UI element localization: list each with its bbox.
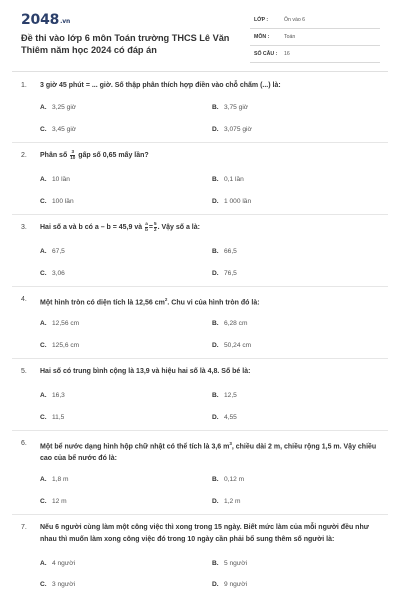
fraction-denominator: 2 <box>154 226 157 232</box>
option-letter: B. <box>212 104 219 111</box>
option-letter: A. <box>40 104 47 111</box>
meta-row-count <box>250 48 380 63</box>
option-letter: D. <box>212 342 219 349</box>
question-divider <box>12 358 388 359</box>
question-number: 4. <box>21 296 27 303</box>
fraction <box>154 222 157 232</box>
option-letter: A. <box>40 392 47 399</box>
option-d[interactable] <box>212 414 237 421</box>
option-letter: B. <box>212 560 219 567</box>
fraction-numerator: 3 <box>71 149 75 155</box>
option-letter: B. <box>212 476 219 483</box>
fraction <box>70 150 75 160</box>
option-d[interactable] <box>212 342 251 349</box>
fraction-denominator: b <box>145 226 148 232</box>
option-a[interactable] <box>40 176 70 183</box>
option-text: 5 người <box>224 560 248 567</box>
option-letter: D. <box>212 198 219 205</box>
option-letter: D. <box>212 498 219 505</box>
question-text <box>40 438 382 465</box>
option-text: 3,075 giờ <box>224 126 252 133</box>
header-divider <box>12 71 388 72</box>
option-letter: A. <box>40 248 47 255</box>
option-text: 125,6 cm <box>52 342 80 349</box>
meta-row-subject <box>250 31 380 46</box>
option-text: 12 m <box>52 498 67 505</box>
option-text: 3,75 giờ <box>224 104 249 111</box>
option-letter: D. <box>212 126 219 133</box>
exam-meta <box>250 14 380 65</box>
option-letter: A. <box>40 560 47 567</box>
option-text: 67,5 <box>52 248 65 255</box>
option-c[interactable] <box>40 126 76 133</box>
option-letter: D. <box>212 414 219 421</box>
option-text: 76,5 <box>224 270 237 277</box>
question-number: 7. <box>21 524 27 531</box>
meta-value: Ôn vào 6 <box>284 17 306 23</box>
site-logo[interactable] <box>21 12 70 28</box>
question-text-part: , chiều dài 2 m, chiều rộng 1,5 m. Vậy chiều cao của bể nước đó là: <box>40 443 377 463</box>
question-divider <box>12 142 388 143</box>
question-text <box>40 222 382 234</box>
option-c[interactable] <box>40 342 79 349</box>
logo-suffix: .vn <box>60 18 71 25</box>
fraction-denominator: 10 <box>70 154 76 160</box>
question-text: Nếu 6 người cùng làm một công việc thì xong trong 15 ngày. Biết mức làm của mỗi người đều như nhau thì muốn làm xong công việc đó trong 10 ngày cần phải bổ sung thêm số người là: <box>40 524 369 543</box>
meta-label: SỐ CÂU : <box>254 51 278 57</box>
option-text: 1,8 m <box>52 476 69 483</box>
option-text: 11,5 <box>52 414 65 421</box>
option-b[interactable] <box>212 392 237 399</box>
option-d[interactable] <box>212 498 241 505</box>
option-text: 3,06 <box>52 270 65 277</box>
option-text: 100 lần <box>52 198 74 205</box>
option-d[interactable] <box>212 270 237 277</box>
question-number: 5. <box>21 368 27 375</box>
question-text: 3 giờ 45 phút = ... giờ. Số thập phân thích hợp điền vào chỗ chấm (...) là: <box>40 82 281 89</box>
option-text: 12,56 cm <box>52 320 80 327</box>
option-a[interactable] <box>40 392 65 399</box>
option-a[interactable] <box>40 560 75 567</box>
option-letter: C. <box>40 498 47 505</box>
option-b[interactable] <box>212 476 244 483</box>
option-letter: C. <box>40 270 47 277</box>
question-divider <box>12 214 388 215</box>
meta-value: Toán <box>284 34 296 40</box>
option-c[interactable] <box>40 581 75 588</box>
meta-label: MÔN : <box>254 34 270 40</box>
option-letter: C. <box>40 414 47 421</box>
option-a[interactable] <box>40 104 76 111</box>
option-letter: A. <box>40 476 47 483</box>
question-text-part: Một bể nước dạng hình hộp chữ nhật có thể tích là 3,6 m <box>40 443 230 451</box>
option-text: 12,5 <box>224 392 237 399</box>
option-c[interactable] <box>40 414 64 421</box>
superscript: 2 <box>164 297 168 302</box>
page-header <box>0 0 400 64</box>
option-text: 3 người <box>52 581 76 588</box>
option-letter: C. <box>40 126 47 133</box>
question-number: 1. <box>21 82 27 89</box>
option-text: 3,25 giờ <box>52 104 77 111</box>
question-text-part: gấp số 0,65 mấy lần? <box>78 152 149 159</box>
question-text-part: Một hình tròn có diện tích là 12,56 cm <box>40 299 165 307</box>
option-letter: A. <box>40 176 47 183</box>
option-a[interactable] <box>40 476 69 483</box>
option-c[interactable] <box>40 270 65 277</box>
option-letter: C. <box>40 342 47 349</box>
option-text: 16,3 <box>52 392 65 399</box>
superscript: 3 <box>229 441 232 446</box>
option-text: 66,5 <box>224 248 237 255</box>
option-letter: C. <box>40 581 47 588</box>
option-letter: B. <box>212 248 219 255</box>
option-text: 4 người <box>52 560 76 567</box>
question-text: Hai số có trung bình cộng là 13,9 và hiệu hai số là 4,8. Số bé là: <box>40 368 251 375</box>
question-number: 3. <box>21 224 27 231</box>
meta-label: LỚP : <box>254 17 269 23</box>
option-letter: A. <box>40 320 47 327</box>
logo-text: 2048 <box>21 12 60 28</box>
question-divider <box>12 430 388 431</box>
option-b[interactable] <box>212 176 244 183</box>
question-text-part: Phân số <box>40 152 68 159</box>
option-b[interactable] <box>212 104 248 111</box>
fraction-numerator: 5 <box>154 221 157 227</box>
option-d[interactable] <box>212 126 252 133</box>
question-text-part: . Chu vi của hình tròn đó là: <box>167 299 260 307</box>
meta-value: 16 <box>284 51 290 57</box>
option-b[interactable] <box>212 560 247 567</box>
option-letter: C. <box>40 198 47 205</box>
option-text: 10 lần <box>52 176 70 183</box>
option-text: 6,28 cm <box>224 320 248 327</box>
option-text: 3,45 giờ <box>52 126 77 133</box>
option-text: 1,2 m <box>224 498 241 505</box>
page-title: Đề thi vào lớp 6 môn Toán trường THCS Lê Văn Thiêm năm học 2024 có đáp án <box>21 33 230 55</box>
option-d[interactable] <box>212 581 247 588</box>
option-a[interactable] <box>40 320 79 327</box>
option-letter: B. <box>212 392 219 399</box>
question-number: 2. <box>21 152 27 159</box>
option-a[interactable] <box>40 248 65 255</box>
question-text-part: Hai số a và b có a – b = 45,9 và <box>40 224 143 231</box>
question-text-part: . Vậy số a là: <box>157 224 200 231</box>
option-text: 1 000 lần <box>224 198 252 205</box>
option-letter: D. <box>212 581 219 588</box>
option-letter: D. <box>212 270 219 277</box>
meta-row-class <box>250 14 380 29</box>
question-divider <box>12 514 388 515</box>
option-text: 0,1 lần <box>224 176 244 183</box>
option-letter: B. <box>212 176 219 183</box>
fraction-numerator: a <box>145 221 148 227</box>
question-text <box>40 150 382 162</box>
option-c[interactable] <box>40 498 67 505</box>
option-b[interactable] <box>212 320 247 327</box>
question-number: 6. <box>21 440 27 447</box>
option-text: 0,12 m <box>224 476 245 483</box>
option-c[interactable] <box>40 198 74 205</box>
equals-sign: = <box>148 224 153 231</box>
question-divider <box>12 286 388 287</box>
option-text: 50,24 cm <box>224 342 252 349</box>
question-text <box>40 294 382 309</box>
option-letter: B. <box>212 320 219 327</box>
option-b[interactable] <box>212 248 237 255</box>
option-d[interactable] <box>212 198 251 205</box>
fraction <box>145 222 148 232</box>
option-text: 4,55 <box>224 414 237 421</box>
option-text: 9 người <box>224 581 248 588</box>
